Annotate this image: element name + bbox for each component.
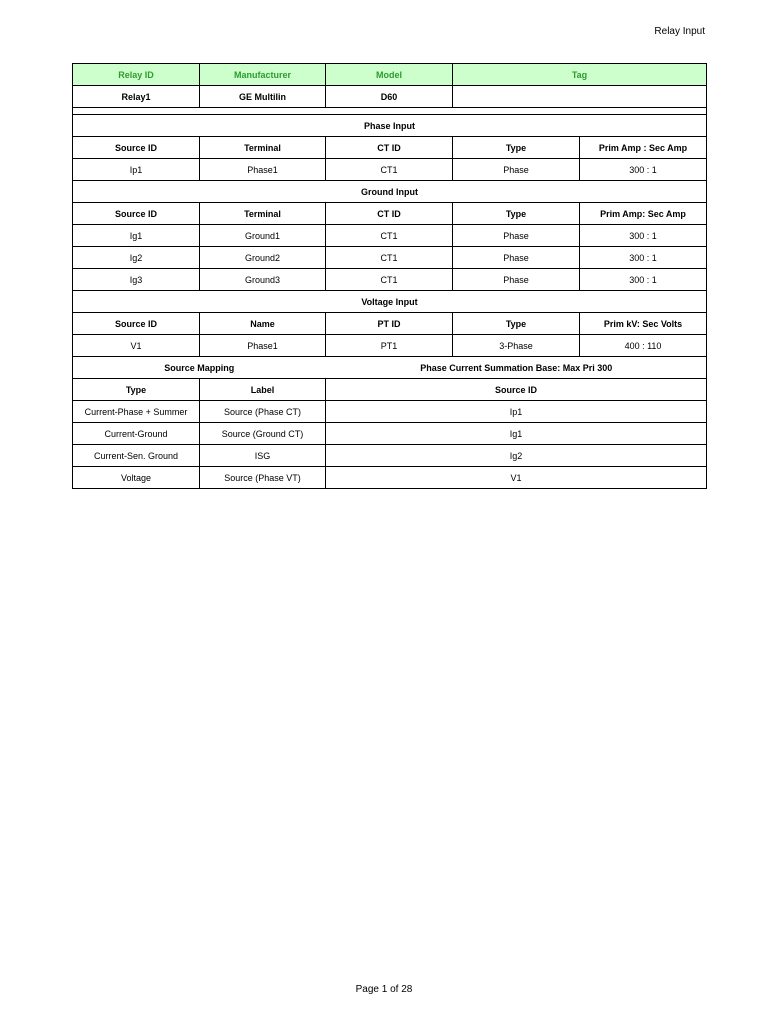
summation-base: Phase Current Summation Base: Max Pri 300 [326,357,707,379]
cell: 300 : 1 [580,247,707,269]
voltage-input-section-row [73,291,707,313]
cell: V1 [326,467,707,489]
source-mapping-title: Source Mapping [73,357,326,379]
cell: 300 : 1 [580,159,707,181]
ground-input-section-row [73,181,707,203]
relay-data-row [73,86,707,108]
cell: Ig2 [73,247,200,269]
phase-input-header-row [73,137,707,159]
table-row [73,269,707,291]
voltage-col-source-id: Source ID [73,313,200,335]
table-row [73,247,707,269]
phase-col-ratio: Prim Amp : Sec Amp [580,137,707,159]
table-row [73,423,707,445]
ground-input-title: Ground Input [73,181,707,203]
cell: PT1 [326,335,453,357]
relay-id-value: Relay1 [73,86,200,108]
ground-col-type: Type [453,203,580,225]
cell: Source (Phase VT) [200,467,326,489]
phase-col-source-id: Source ID [73,137,200,159]
header-manufacturer: Manufacturer [200,64,326,86]
cell: Current-Phase + Summer [73,401,200,423]
table-row [73,159,707,181]
cell: CT1 [326,247,453,269]
cell: Ground2 [200,247,326,269]
cell: Phase [453,225,580,247]
ground-col-terminal: Terminal [200,203,326,225]
cell: Source (Phase CT) [200,401,326,423]
page-number: Page 1 of 28 [355,984,413,995]
ground-col-ct-id: CT ID [326,203,453,225]
cell: 300 : 1 [580,269,707,291]
voltage-input-header-row [73,313,707,335]
model-value: D60 [326,86,453,108]
cell: Phase1 [200,335,326,357]
cell: Phase [453,269,580,291]
voltage-col-ratio: Prim kV: Sec Volts [580,313,707,335]
cell: 300 : 1 [580,225,707,247]
spacer-row [73,108,707,115]
cell: Ip1 [326,401,707,423]
header-model: Model [326,64,453,86]
mapping-col-source-id: Source ID [326,379,707,401]
cell: Phase1 [200,159,326,181]
cell: CT1 [326,159,453,181]
page-header-title: Relay Input [654,26,705,37]
manufacturer-value: GE Multilin [200,86,326,108]
relay-input-table [72,63,707,489]
cell: Ig1 [73,225,200,247]
cell: Current-Ground [73,423,200,445]
phase-col-ct-id: CT ID [326,137,453,159]
phase-col-type: Type [453,137,580,159]
header-relay-id: Relay ID [73,64,200,86]
voltage-col-name: Name [200,313,326,335]
cell: 400 : 110 [580,335,707,357]
header-tag: Tag [453,64,707,86]
ground-col-source-id: Source ID [73,203,200,225]
table-row [73,445,707,467]
source-mapping-title-row [73,357,707,379]
phase-input-title: Phase Input [73,115,707,137]
cell: V1 [73,335,200,357]
cell: CT1 [326,269,453,291]
table-row [73,467,707,489]
relay-header-row [73,64,707,86]
cell: Phase [453,159,580,181]
voltage-col-pt-id: PT ID [326,313,453,335]
cell: Ig2 [326,445,707,467]
cell: Current-Sen. Ground [73,445,200,467]
cell: Ground3 [200,269,326,291]
cell: Ground1 [200,225,326,247]
table-row [73,225,707,247]
cell: CT1 [326,225,453,247]
cell: Ip1 [73,159,200,181]
voltage-input-title: Voltage Input [73,291,707,313]
voltage-col-type: Type [453,313,580,335]
cell: Ig1 [326,423,707,445]
mapping-col-type: Type [73,379,200,401]
cell: Ig3 [73,269,200,291]
cell: ISG [200,445,326,467]
table-row [73,401,707,423]
ground-col-ratio: Prim Amp: Sec Amp [580,203,707,225]
table-row [73,335,707,357]
cell: Phase [453,247,580,269]
source-mapping-header-row [73,379,707,401]
mapping-col-label: Label [200,379,326,401]
phase-col-terminal: Terminal [200,137,326,159]
cell: Source (Ground CT) [200,423,326,445]
ground-input-header-row [73,203,707,225]
cell: 3-Phase [453,335,580,357]
cell: Voltage [73,467,200,489]
tag-value [453,86,707,108]
phase-input-section-row [73,115,707,137]
